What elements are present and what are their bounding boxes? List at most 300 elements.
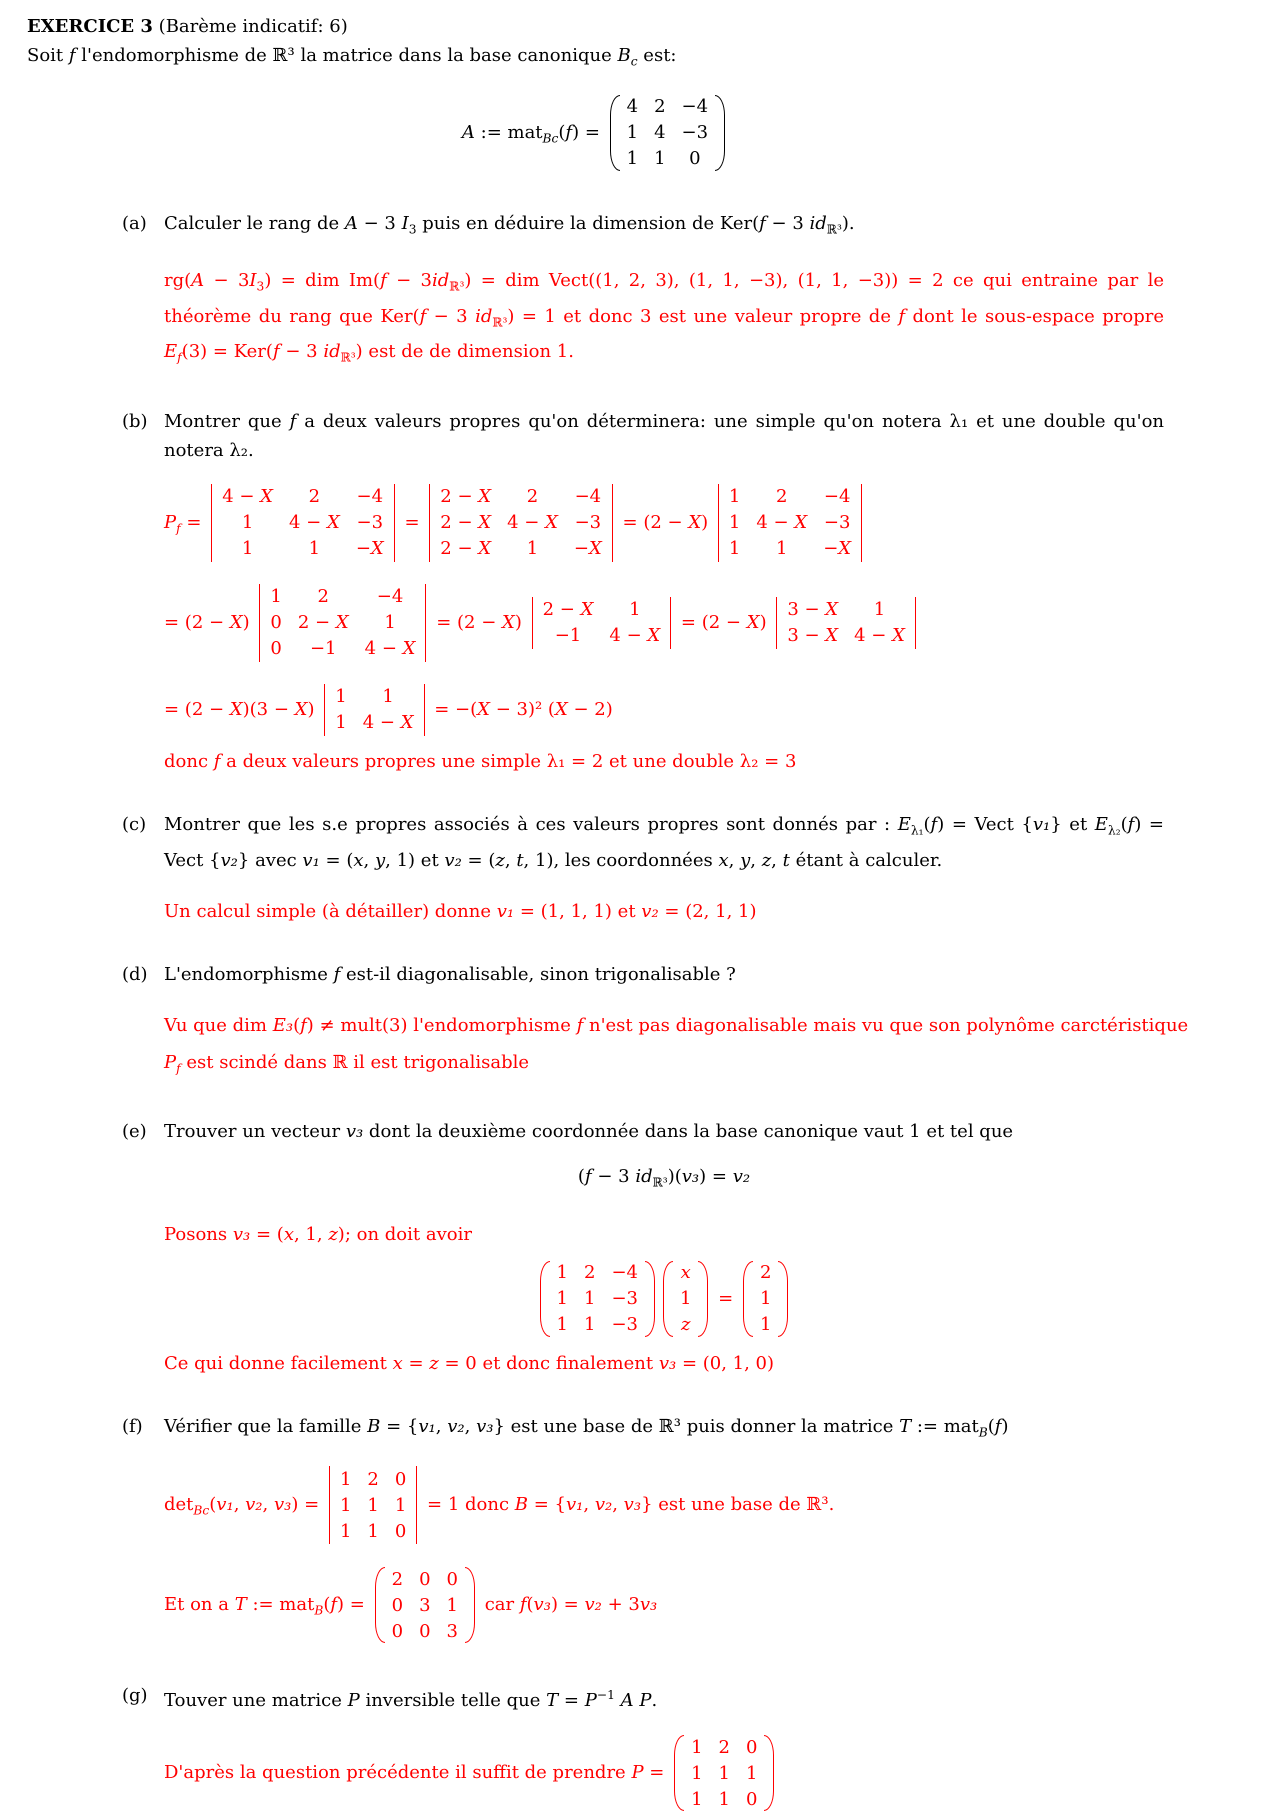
math-text: = (2 − X) xyxy=(430,611,528,633)
math-text: f xyxy=(289,410,297,432)
math-text: Et on a xyxy=(164,1594,235,1616)
math-text: ) = 1 et donc 3 est une valeur propre de xyxy=(507,305,899,327)
math-text: = xyxy=(558,1690,585,1712)
matrix-cell: 2 xyxy=(391,1568,404,1590)
math-text: ) est de de dimension 1. xyxy=(355,341,574,363)
matrix-cell: 3 xyxy=(446,1620,458,1642)
math-text: t xyxy=(782,849,790,871)
math-text: B xyxy=(367,1415,381,1437)
math-text: = −(X − 3)² (X − 2) xyxy=(428,698,613,720)
math-text: f xyxy=(994,1415,1002,1437)
math-text: , xyxy=(435,1415,448,1437)
math-text: f xyxy=(333,963,341,985)
math-text: Trouver un vecteur xyxy=(164,1121,346,1143)
matrix-cell: z xyxy=(680,1314,691,1336)
math-text: v₂ xyxy=(447,1415,465,1437)
math-text: E xyxy=(164,341,178,363)
math-text: ) = xyxy=(699,1166,733,1188)
matrix-entries xyxy=(532,597,672,649)
item-a xyxy=(27,209,1164,373)
matrix-cell: 1 xyxy=(556,1288,568,1310)
math-text: ) = xyxy=(550,1594,585,1616)
matrix-cell: 1 xyxy=(339,1494,352,1516)
equation-line xyxy=(164,481,1164,565)
equation-line xyxy=(164,1257,1164,1341)
matrix-cell: −3 xyxy=(823,512,851,534)
matrix-cell: −1 xyxy=(309,638,337,660)
matrix-cell: 0 xyxy=(391,1620,404,1642)
math-text: y xyxy=(740,849,751,871)
equation-line xyxy=(164,1731,1164,1815)
math-text: + 3 xyxy=(601,1594,640,1616)
determinant xyxy=(259,584,426,662)
math-text: est: xyxy=(637,45,677,66)
item-label: (d) xyxy=(122,963,148,985)
equation-line xyxy=(164,581,1164,665)
math-text: v₂ xyxy=(594,1494,613,1516)
math-text: − 3 xyxy=(279,341,324,363)
math-text: ℝ³ xyxy=(449,279,465,294)
math-text: ) ≠ mult(3) l'endomorphisme xyxy=(306,1014,577,1036)
math-text: id xyxy=(432,270,450,292)
matrix-cell: 1 xyxy=(241,538,254,560)
math-text: A xyxy=(344,212,358,234)
matrix-cell: 3 − X xyxy=(787,599,839,621)
math-text: , xyxy=(612,1494,624,1516)
item-g xyxy=(27,1681,1164,1815)
matrix-cell: 1 xyxy=(629,599,641,621)
math-text: v₃ xyxy=(476,1415,494,1437)
math-text: = (2 − X) xyxy=(164,611,256,633)
matrix-cell: −4 xyxy=(574,486,602,508)
math-text: T xyxy=(899,1415,912,1437)
math-text: = 1 donc xyxy=(421,1494,515,1516)
intro-text xyxy=(27,41,1164,77)
math-text: v₁ xyxy=(302,849,320,871)
math-text: v₁ xyxy=(1032,813,1051,835)
item-e xyxy=(27,1117,1164,1378)
math-text: A xyxy=(461,121,475,143)
matrix xyxy=(375,1566,475,1644)
item-f xyxy=(27,1412,1164,1648)
item-label: (c) xyxy=(122,813,147,835)
math-text: ℝ³ xyxy=(826,222,842,237)
math-text: v₁ xyxy=(496,900,515,922)
math-text: n'est pas diagonalisable mais vu que son polynôme carctéristique xyxy=(583,1014,1189,1036)
matrix-entries xyxy=(211,484,395,562)
matrix-entries xyxy=(259,584,426,662)
equation-line xyxy=(164,681,1164,739)
matrix-entries xyxy=(673,1260,698,1338)
math-text: = xyxy=(712,1287,739,1309)
math-text: f xyxy=(272,341,280,363)
matrix-entries xyxy=(329,1466,417,1544)
math-text: I xyxy=(401,212,409,234)
matrix-entries xyxy=(550,1260,645,1338)
left-parenthesis xyxy=(663,1261,673,1337)
math-text: ( xyxy=(526,1594,534,1616)
math-text: Montrer que xyxy=(164,410,290,432)
answer-text xyxy=(164,1011,1189,1040)
math-text: f xyxy=(419,305,427,327)
right-parenthesis xyxy=(715,95,725,171)
math-text: )( xyxy=(667,1166,682,1188)
math-text: v₃ xyxy=(533,1594,551,1616)
math-text: λ₂ xyxy=(1107,823,1121,838)
matrix-cell: 2 xyxy=(367,1468,379,1490)
matrix-cell: 0 xyxy=(394,1468,407,1490)
matrix-cell: 4 − X xyxy=(289,512,340,534)
matrix-cell: 2 xyxy=(718,1736,730,1758)
math-text: Posons xyxy=(164,1223,233,1245)
math-text: v₃ xyxy=(658,1352,677,1374)
matrix-cell: 2 − X xyxy=(542,599,594,621)
matrix-cell: 1 xyxy=(728,538,741,560)
math-text: = (2 − X)(3 − X) xyxy=(164,698,321,720)
math-text: := mat xyxy=(474,121,543,143)
math-text: A xyxy=(620,1690,634,1712)
math-text: est-il diagonalisable, sinon trigonalisable ? xyxy=(340,963,736,985)
math-text: v₂ xyxy=(245,1494,263,1516)
matrix xyxy=(743,1260,788,1338)
math-text: est scindé dans ℝ il est trigonalisable xyxy=(180,1051,530,1073)
math-text: ) = Vect { xyxy=(937,813,1033,835)
math-text: Bc xyxy=(542,131,559,146)
math-text: , xyxy=(233,1494,246,1516)
matrix-cell: 1 xyxy=(367,1494,379,1516)
math-text: ℝ³ xyxy=(652,1175,668,1190)
math-text: f xyxy=(576,1014,584,1036)
math-text: f xyxy=(519,1594,527,1616)
math-text: étant à calculer. xyxy=(789,849,943,871)
matrix-cell: 1 xyxy=(584,1314,596,1336)
math-text: v₃ xyxy=(681,1166,700,1188)
math-text: ( xyxy=(558,121,566,143)
matrix-cell: −4 xyxy=(611,1262,638,1284)
matrix-cell: 3 − X xyxy=(787,625,839,647)
matrix-cell: 1 xyxy=(241,512,254,534)
matrix-cell: 1 xyxy=(308,538,321,560)
math-text: = (1, 1, 1) et xyxy=(514,900,642,922)
math-text: = xyxy=(180,511,208,533)
math-text: = xyxy=(643,1762,671,1784)
math-text: f xyxy=(68,45,76,66)
matrix-entries xyxy=(429,484,613,562)
math-text: } est une base de ℝ³. xyxy=(641,1494,835,1516)
math-text: v₃ xyxy=(345,1121,364,1143)
matrix-cell: 4 xyxy=(626,96,639,118)
math-text: ( xyxy=(577,1166,585,1188)
matrix-cell: −3 xyxy=(356,512,384,534)
matrix-cell: 0 xyxy=(446,1568,458,1590)
math-text: B xyxy=(314,1603,324,1618)
math-text: = { xyxy=(528,1494,566,1516)
matrix-cell: 1 xyxy=(691,1762,703,1784)
math-text: − 3 xyxy=(357,212,402,234)
matrix-cell: 2 xyxy=(759,1262,772,1284)
question-text xyxy=(164,209,1164,245)
matrix-cell: 1 xyxy=(626,122,639,144)
math-text: ) = dim Vect((1, 2, 3), (1, 1, −3), (1, 1, −3)) = 2 ce qui entraine par le théorème du rang que Ker( xyxy=(164,270,1165,327)
math-text: = { xyxy=(380,1415,419,1437)
matrix-cell: 1 xyxy=(680,1288,692,1310)
question-text xyxy=(164,1412,1164,1448)
matrix-cell: −X xyxy=(823,538,852,560)
math-text: dont la deuxième coordonnée dans la base canonique vaut 1 et tel que xyxy=(363,1121,1014,1143)
matrix-cell: 0 xyxy=(689,148,701,170)
matrix-cell: 1 xyxy=(691,1788,703,1810)
math-text: a deux valeurs propres qu'on déterminera: une simple qu'on notera λ₁ et une double qu'on notera λ₂. xyxy=(164,410,1164,461)
equation-line xyxy=(164,1463,1164,1547)
math-text: B xyxy=(617,45,631,66)
matrix-cell: −4 xyxy=(376,586,404,608)
matrix-cell: 2 xyxy=(776,486,788,508)
matrix-cell: 2 xyxy=(654,96,666,118)
math-text: I xyxy=(249,270,257,292)
math-text: dont le sous-espace propre xyxy=(905,305,1164,327)
math-text: f xyxy=(330,1594,338,1616)
math-text: 3 xyxy=(408,222,417,237)
math-text: et donc finalement xyxy=(476,1352,659,1374)
right-parenthesis xyxy=(764,1735,774,1811)
item-content xyxy=(164,1681,1164,1815)
math-text: P xyxy=(584,1690,597,1712)
math-text: E xyxy=(1094,813,1108,835)
matrix-definition-equation xyxy=(27,91,1164,175)
math-text: v₃ xyxy=(232,1223,251,1245)
matrix-cell: 0 xyxy=(394,1520,407,1542)
matrix-cell: 1 xyxy=(335,686,347,708)
question-text xyxy=(164,960,1164,989)
math-text: (3) = Ker( xyxy=(181,341,273,363)
math-text: f xyxy=(930,813,938,835)
math-text: v₃ xyxy=(623,1494,642,1516)
math-text: λ₁ xyxy=(910,823,924,838)
math-text: f xyxy=(213,750,221,772)
matrix-entries xyxy=(385,1566,465,1644)
left-parenthesis xyxy=(743,1261,753,1337)
math-text: rg( xyxy=(164,270,192,292)
item-label: (b) xyxy=(122,410,148,432)
math-text: et xyxy=(415,849,445,871)
question-text xyxy=(164,1681,1164,1715)
math-text: − 3 xyxy=(426,305,476,327)
determinant xyxy=(324,684,424,736)
answer-text xyxy=(164,1220,1164,1249)
answer-text xyxy=(164,897,1164,926)
math-text: ) = Vect { xyxy=(164,813,1165,871)
matrix-cell: 0 xyxy=(270,638,282,660)
matrix-cell: −3 xyxy=(611,1314,638,1336)
matrix-cell: 2 − X xyxy=(440,486,492,508)
math-text: donc xyxy=(164,750,214,772)
matrix-cell: 2 xyxy=(526,486,539,508)
item-label: (f) xyxy=(122,1415,143,1437)
matrix-entries xyxy=(776,597,916,649)
math-text: ). xyxy=(841,212,855,234)
math-text: P xyxy=(347,1690,360,1712)
math-text: ) = dim Im( xyxy=(264,270,381,292)
math-text: car xyxy=(478,1594,520,1616)
matrix-cell: 1 xyxy=(776,538,788,560)
item-c xyxy=(27,810,1164,926)
math-text: f xyxy=(300,1014,307,1036)
math-text: ) = xyxy=(291,1494,325,1516)
math-text: f xyxy=(176,1061,181,1076)
math-text: id xyxy=(475,305,493,327)
matrix-cell: 1 xyxy=(556,1314,568,1336)
right-parenthesis xyxy=(645,1261,655,1337)
question-text xyxy=(164,407,1164,465)
math-text: = (2 − X) xyxy=(675,611,773,633)
math-text: f xyxy=(176,521,181,536)
matrix-cell: 1 xyxy=(626,148,639,170)
math-text: ) = xyxy=(337,1594,371,1616)
matrix-cell: 1 xyxy=(718,1762,730,1784)
matrix-cell: −1 xyxy=(554,625,582,647)
matrix-cell: 1 xyxy=(691,1736,703,1758)
math-text: v₁ xyxy=(216,1494,234,1516)
math-text: = (z, t, 1) xyxy=(461,849,554,871)
math-text: P xyxy=(164,1051,177,1073)
left-parenthesis xyxy=(540,1261,550,1337)
matrix-cell: 0 xyxy=(270,612,282,634)
math-text: Vérifier que la famille xyxy=(164,1415,368,1437)
right-parenthesis xyxy=(698,1261,708,1337)
answer-text xyxy=(164,1349,1164,1378)
matrix-cell: 1 xyxy=(270,586,282,608)
matrix-cell: 2 xyxy=(308,486,321,508)
answer-text xyxy=(164,747,1164,776)
matrix-cell: 1 xyxy=(759,1314,772,1336)
matrix-cell: 1 xyxy=(728,486,741,508)
matrix-cell: −4 xyxy=(823,486,851,508)
question-text xyxy=(164,810,1164,875)
math-text: := mat xyxy=(911,1415,979,1437)
math-text: T xyxy=(234,1594,247,1616)
matrix-entries xyxy=(718,484,862,562)
math-text: f xyxy=(565,121,573,143)
question-text xyxy=(164,1117,1164,1146)
math-text: B xyxy=(978,1425,988,1440)
math-text: Montrer que les s.e propres associés à ces valeurs propres sont donnés par : xyxy=(164,813,898,835)
math-text: z xyxy=(761,849,772,871)
matrix-cell: 4 − X xyxy=(854,625,905,647)
math-text: B xyxy=(514,1494,528,1516)
math-text: 3 xyxy=(256,279,265,294)
math-text: ( xyxy=(1120,813,1128,835)
exercise-title xyxy=(27,12,1164,41)
math-text: f xyxy=(380,270,387,292)
matrix-cell: 4 xyxy=(654,122,666,144)
determinant xyxy=(329,1466,417,1544)
item-content xyxy=(164,1412,1164,1648)
matrix-entries xyxy=(324,684,424,736)
math-text: E₃ xyxy=(272,1014,294,1036)
math-text: , xyxy=(583,1494,595,1516)
question-list xyxy=(27,209,1189,1815)
matrix-cell: −3 xyxy=(681,122,709,144)
math-text: Vu que dim xyxy=(164,1014,273,1036)
math-text: = (x, y, 1) xyxy=(319,849,416,871)
determinant xyxy=(532,597,672,649)
matrix-cell: 2 xyxy=(584,1262,596,1284)
left-parenthesis xyxy=(674,1735,684,1811)
math-text: ) = xyxy=(572,121,606,143)
math-text: v₁ xyxy=(418,1415,436,1437)
math-text: v₂ xyxy=(220,849,238,871)
math-text: Bc xyxy=(193,1503,210,1518)
bold-text: EXERCICE 3 xyxy=(27,16,153,37)
item-label: (a) xyxy=(122,212,147,234)
matrix-cell: 1 xyxy=(384,612,396,634)
math-text: v₂ xyxy=(641,900,659,922)
matrix-cell: 0 xyxy=(419,1568,431,1590)
matrix-cell: 0 xyxy=(746,1788,758,1810)
matrix-cell: 2 xyxy=(317,586,329,608)
matrix-cell: 1 xyxy=(584,1288,596,1310)
equation-line xyxy=(164,1162,1164,1198)
matrix-entries xyxy=(620,94,715,172)
math-text: id xyxy=(635,1166,653,1188)
matrix-cell: 2 − X xyxy=(297,612,349,634)
math-text: T xyxy=(546,1690,559,1712)
math-text: } avec xyxy=(237,849,303,871)
item-b xyxy=(27,407,1164,776)
answer-text xyxy=(164,1048,1164,1084)
item-content xyxy=(164,209,1164,373)
matrix-cell: 1 xyxy=(526,538,539,560)
item-d xyxy=(27,960,1189,1084)
matrix-cell: −3 xyxy=(574,512,602,534)
determinant xyxy=(211,484,395,562)
math-text: inversible telle que xyxy=(359,1690,547,1712)
math-text: v₃ xyxy=(273,1494,292,1516)
math-text: Touver une matrice xyxy=(164,1690,348,1712)
matrix-cell: 1 xyxy=(446,1594,458,1616)
math-text: Un calcul simple (à détailler) donne xyxy=(164,900,497,922)
math-text: ( xyxy=(323,1594,331,1616)
matrix-cell: 4 − X xyxy=(609,625,661,647)
math-text: P xyxy=(164,511,177,533)
matrix-cell: 1 xyxy=(654,148,666,170)
math-text: l'endomorphisme de ℝ³ la matrice dans la base canonique xyxy=(75,45,618,66)
math-text: ( xyxy=(293,1014,301,1036)
item-label: (g) xyxy=(122,1685,148,1707)
matrix-cell: 4 − X xyxy=(362,712,414,734)
left-parenthesis xyxy=(610,95,620,171)
matrix-cell: 2 − X xyxy=(440,512,492,534)
math-text: E xyxy=(897,813,911,835)
math-text: , xyxy=(464,1415,477,1437)
math-text: = (2 − X) xyxy=(616,511,714,533)
matrix-cell: 0 xyxy=(746,1736,758,1758)
math-text: , les coordonnées xyxy=(553,849,719,871)
math-text: ℝ³ xyxy=(340,350,356,365)
math-text: v₂ xyxy=(584,1594,602,1616)
math-text: D'après la question précédente il suffit de prendre xyxy=(164,1762,632,1784)
matrix-cell: 1 xyxy=(873,599,886,621)
matrix xyxy=(674,1734,774,1812)
item-label: (e) xyxy=(122,1121,147,1143)
determinant xyxy=(718,484,862,562)
math-text: , xyxy=(750,849,762,871)
math-text: Calculer le rang de xyxy=(164,212,345,234)
matrix-cell: 4 − X xyxy=(756,512,808,534)
math-text: ) xyxy=(1001,1415,1009,1437)
item-content xyxy=(164,810,1164,926)
matrix-cell: −3 xyxy=(611,1288,638,1310)
